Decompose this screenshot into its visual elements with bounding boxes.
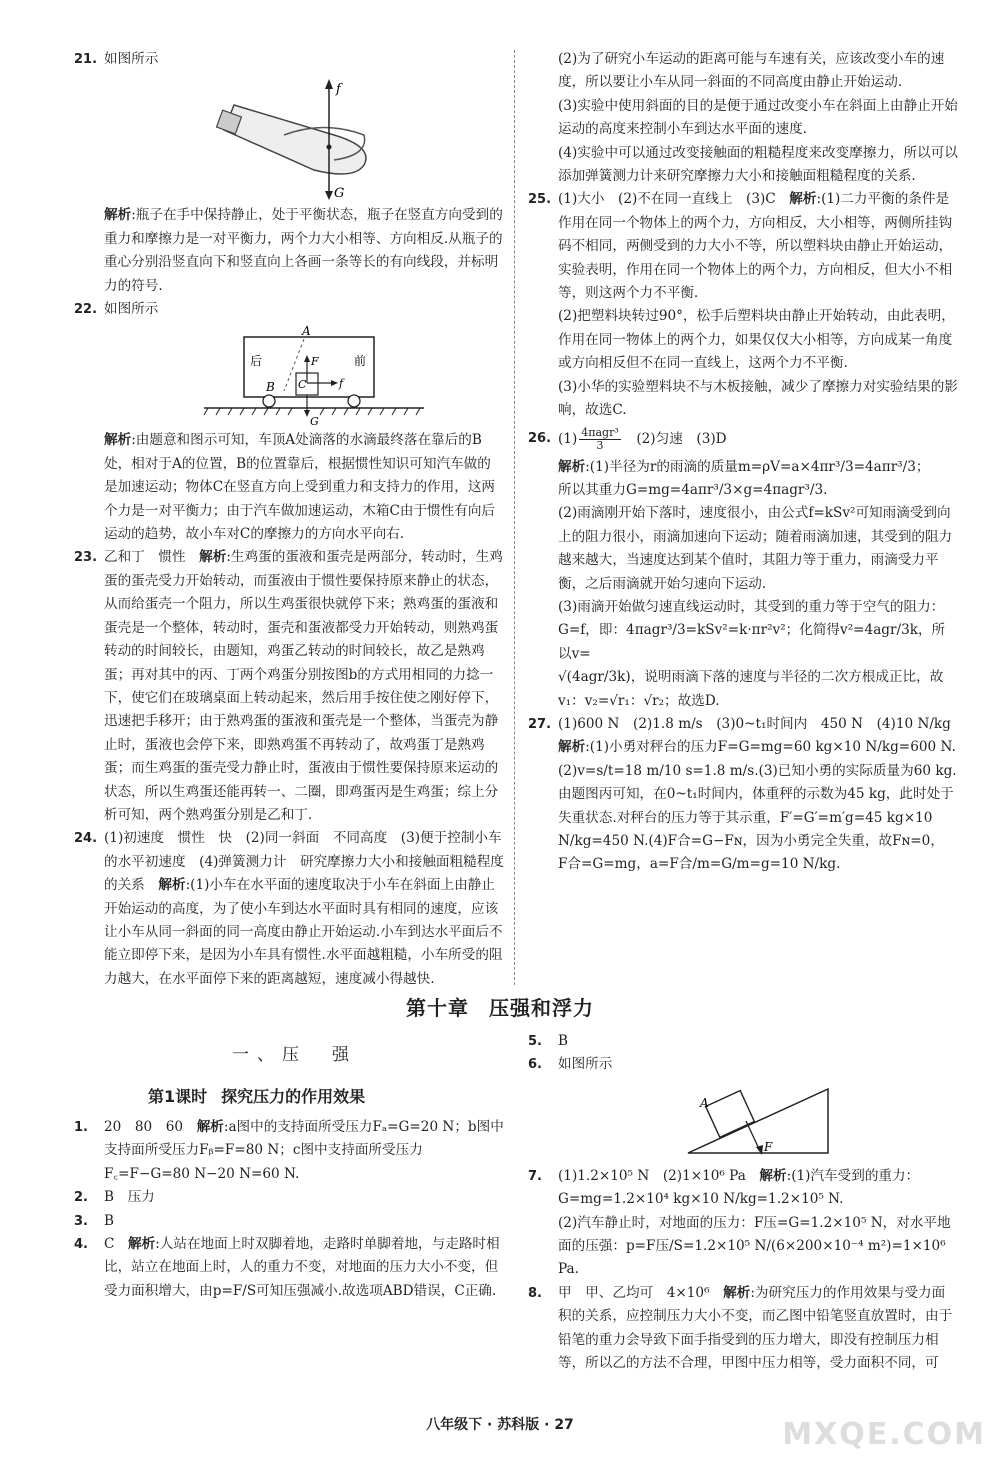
question-number: 3. (74, 1213, 88, 1229)
analysis-text: :人站在地面上时双脚着地，走路时单脚着地，与走路时相比，站立在地面上时，人的重力不变，对地面的压力大小不变，但受力面积增大，由p=F/S可知压强减小.故选项ABD错误，C正确. (104, 1236, 500, 1299)
question-21 (74, 48, 504, 71)
answer-text: C (104, 1236, 115, 1253)
bottle-figure (74, 75, 504, 200)
analysis-22 (74, 429, 504, 546)
analysis-line: (3)小华的实验塑料块不与木板接触，减少了摩擦力对实验结果的影响，故选C. (558, 378, 958, 419)
lesson-title: 探究压力的作用效果 (221, 1087, 366, 1106)
bottle-label-g: G (334, 186, 345, 201)
analysis-label: 解析 (104, 432, 132, 449)
right-column (528, 48, 958, 877)
question-number: 22. (74, 302, 98, 318)
lesson-heading (148, 1084, 379, 1107)
question-6 (528, 1053, 958, 1076)
fraction-numerator: 4πagr³ (581, 425, 619, 439)
question-3 (74, 1210, 504, 1233)
question-number: 26. (528, 430, 552, 446)
analysis-line: (3)雨滴开始做匀速直线运动时，其受到的重力等于空气的阻力：G=f，即：4πagr³/3=kSv²=k·πr²v²；化简得v²=4agr/3k，所以v= (558, 598, 946, 662)
analysis-text: :(1)汽车受到的重力：G=mg=1.2×10⁴ kg×10 N/kg=1.2×10⁵ N. (558, 1167, 920, 1208)
question-1 (74, 1116, 504, 1186)
question-23 (74, 546, 504, 827)
column-divider (514, 50, 515, 985)
analysis-line: (1)半径为r的雨滴的质量m=ρV=a×4πr³/3=4aπr³/3； (589, 458, 930, 475)
analysis-label: 解析 (558, 458, 586, 475)
analysis-line: 所以其重力G=mg=4aπr³/3×g=4πagr³/3. (558, 481, 828, 498)
analysis-text: :(1)小勇对秤台的压力F=G=mg=60 kg×10 N/kg=600 N. (585, 739, 956, 756)
incline-figure (528, 1081, 958, 1161)
analysis-line: (2)汽车静止时，对地面的压力：F压=G=1.2×10⁵ N，对水平地面的压强：p=F压/S=1.2×10⁵ N/(6×200×10⁻⁴ m²)=1×10⁶ Pa. (558, 1214, 951, 1278)
analysis-label: 解析 (723, 1284, 751, 1301)
car-figure (74, 325, 504, 425)
question-4 (74, 1233, 504, 1303)
car-label-a: A (302, 325, 311, 339)
fraction-denominator: 3 (596, 438, 604, 452)
question-5 (528, 1030, 958, 1053)
answer-text: 20 80 60 (104, 1119, 184, 1135)
question-number: 6. (528, 1057, 542, 1073)
question-number: 21. (74, 52, 98, 67)
left-column (74, 48, 504, 991)
analysis-text: :由题意和图示可知，车顶A处滴落的水滴最终落在靠后的B处，相对于A的位置，B的位置靠后，根据惯性知识可知汽车做的是加速运动；物体C在竖直方向上受到重力和支持力的作用，这两个力是一对平衡力；由于汽车做加速运动，木箱C由于惯性有向后运动的趋势，故小车对C的摩擦力的方向水平向右. (104, 432, 496, 543)
chapter-title: 压强和浮力 (489, 996, 594, 1020)
question-number: 1. (74, 1120, 88, 1135)
question-number: 5. (528, 1034, 542, 1049)
analysis-label: 解析 (128, 1236, 156, 1253)
analysis-label: 解析 (196, 1119, 224, 1135)
answer-text: B 压力 (104, 1189, 155, 1206)
question-22 (74, 298, 504, 321)
answer-text: B (558, 1033, 568, 1049)
question-24 (74, 827, 504, 991)
answer-text: (1)600 N (2)1.8 m/s (3)0~t₁时间内 450 N (4)10 N/kg (558, 715, 951, 732)
question-8 (528, 1282, 958, 1376)
right-bottom-column (528, 1030, 958, 1375)
car-label-back: 后 (250, 354, 263, 369)
answer-text: 乙和丁 惯性 (104, 549, 186, 566)
analysis-text: :生鸡蛋的蛋液和蛋壳是两部分，转动时，生鸡蛋的蛋壳受力开始转动，而蛋液由于惯性要保持原来静止的状态，从而给蛋壳一个阻力，所以生鸡蛋很快就停下来；熟鸡蛋的蛋液和蛋壳是一个整体，转动时，蛋壳和蛋液都受力开始转动，则熟鸡蛋转动的时间较长，由题知，鸡蛋乙转动的时间较长，故乙是熟鸡蛋；再对其中的丙、丁两个鸡蛋分别按图b的方式用相同的力捻一下，使它们在玻璃桌面上转动起来，然后用手按住使之刚好停下，迅速把手移开；由于熟鸡蛋的蛋液和蛋壳是一个整体，当蛋壳为静止时，蛋液也会停下来，即熟鸡蛋不再转动了，故鸡蛋丁是熟鸡蛋；而生鸡蛋的蛋壳受力静止时，蛋液由于惯性要保持原来运动的状态，所以生鸡蛋还能再转一、二圈，即鸡蛋丙是生鸡蛋；综上分析可知，两个熟鸡蛋分别是乙和丁. (104, 549, 503, 823)
incline-label-a: A (700, 1095, 709, 1110)
bottle-label-f: f (336, 82, 341, 98)
question-number: 8. (528, 1285, 542, 1301)
chapter-number: 第十章 (406, 996, 469, 1020)
question-number: 2. (74, 1190, 88, 1206)
car-label-f-upper: F (311, 355, 319, 369)
question-number: 25. (528, 192, 552, 208)
watermark-logo: MXQE.COM (782, 1417, 986, 1452)
analysis-text: :(1)二力平衡的条件是作用在同一个物体上的两个力，方向相反，大小相等，两侧所挂钩码不相同，两侧受到的力大小不等，所以塑料块由静止开始运动，实验表明，作用在同一个物体上的两个力，方向相反，但大小不相等，则这两个力不平衡. (558, 191, 953, 302)
car-label-b: B (266, 380, 275, 395)
analysis-line: (2)为了研究小车运动的距离可能与车速有关，应该改变小车的速度，所以要让小车从同一斜面的不同高度由静止开始运动. (558, 51, 945, 91)
answer-text: 如图所示 (104, 51, 159, 67)
answer-part: (1) (558, 430, 578, 447)
question-number: 27. (528, 716, 552, 732)
analysis-line: (2)雨滴刚开始下落时，速度很小，由公式f=kSv²可知雨滴受到向上的阻力很小，雨滴加速向下运动；随着雨滴加速，其受到的阻力越来越大，当速度达到某个值时，其阻力等于重力，雨滴受力平衡，之后雨滴就开始匀速向下运动. (558, 505, 953, 592)
analysis-text: :a图中的支持面所受压力Fₐ=G=20 N；b图中支持面所受压力Fᵦ=F=80 N；c图中支持面所受压力F꜀=F−G=80 N−20 N=60 N. (104, 1119, 504, 1182)
chapter-heading (0, 992, 1000, 1021)
analysis-text: :(1)小车在水平面的速度取决于小车在斜面上由静止开始运动的高度，为了使小车到达水平面时具有相同的速度，应该让小车从同一斜面的同一高度由静止开始运动.小车到达水平面后不能立即停下来，是因为小车具有惯性.水平面越粗糙，小车所受的阻力越大，在水平面停下来的距离越短，速度减小得越快. (104, 877, 503, 987)
analysis-line: F合=G=mg，a=F合/m=G/m=g=10 N/kg. (558, 856, 841, 873)
question-27 (528, 713, 958, 877)
question-number: 23. (74, 550, 98, 566)
question-2 (74, 1186, 504, 1209)
analysis-label: 解析 (759, 1167, 787, 1184)
analysis-label: 解析 (558, 739, 586, 756)
left-bottom-column (74, 1116, 504, 1303)
answer-text: B (104, 1212, 114, 1229)
question-number: 4. (74, 1237, 88, 1253)
section-heading: 一、压 强 (232, 1045, 357, 1065)
answer-text: 甲 甲、乙均可 4×10⁶ (558, 1284, 710, 1301)
answer-text: (1)大小 (2)不在同一直线上 (3)C (558, 191, 776, 208)
question-number: 24. (74, 831, 98, 847)
incline-label-f: F (764, 1139, 773, 1154)
analysis-label: 解析 (104, 207, 132, 224)
answer-text: (1)初速度 惯性 快 (2)同一斜面 不同高度 (3)便于控制小车的水平初速度 (4)弹簧测力计 研究摩擦力大小和接触面粗糙程度的关系 (104, 830, 504, 894)
answer-text: (1)1.2×10⁵ N (2)1×10⁶ Pa (558, 1167, 746, 1184)
analysis-24-cont (528, 48, 958, 188)
question-25 (528, 188, 958, 422)
car-label-front: 前 (354, 354, 367, 369)
question-number: 7. (528, 1168, 542, 1184)
analysis-line: (3)实验中使用斜面的目的是便于通过改变小车在斜面上由静止开始运动的高度来控制小车到达水平面的速度. (558, 97, 958, 138)
fraction (579, 427, 621, 452)
car-label-f-lower: f (339, 377, 344, 391)
analysis-text: :瓶子在手中保持静止，处于平衡状态，瓶子在竖直方向受到的重力和摩擦力是一对平衡力，两个力大小相等、方向相反.从瓶子的重心分别沿竖直向下和竖直向上各画一条等长的有向线段，并标明力的符号. (104, 207, 503, 294)
analysis-line: (2)把塑料块转过90°，松手后塑料块由静止开始转动，由此表明，作用在同一物体上的两个力，如果仅仅大小相等，方向成某一角度或方向相反但不在同一直线上，这两个力不平衡. (558, 308, 955, 372)
analysis-label: 解析 (199, 549, 227, 566)
page-footer: 八年级下 · 苏科版 · 27 (426, 1417, 574, 1433)
analysis-label: 解析 (789, 191, 817, 208)
analysis-line: (2)v=s/t=18 m/10 s=1.8 m/s.(3)已知小勇的实际质量为60 kg.由题图丙可知，在0~t₁时间内，体重秤的示数为45 kg，此时处于失重状态.对秤台的压力等于其示重，F′=G′=m′g=45 kg×10 N/kg=450 N.(4)F合=G−Fɴ，因为小勇完全失重，故Fɴ=0， (558, 762, 957, 849)
answer-text: 如图所示 (104, 301, 159, 318)
analysis-label: 解析 (158, 877, 186, 894)
analysis-text: :为研究压力的作用效果与受力面积的关系，应控制压力大小不变，而乙图中铅笔竖直放置时，由于铅笔的重力会导致下面手指受到的压力增大，即没有控制压力相等，所以乙的方法不合理，甲图中压力相等，受力面积不同，可 (558, 1284, 953, 1372)
question-26 (528, 427, 958, 452)
analysis-line: √(4agr/3k)，说明雨滴下落的速度与半径的二次方根成正比，故 (558, 669, 944, 686)
answer-text: 如图所示 (558, 1056, 613, 1073)
analysis-21 (74, 204, 504, 298)
lesson-number: 第1课时 (148, 1087, 208, 1106)
analysis-line: (4)实验中可以通过改变接触面的粗糙程度来改变摩擦力，所以可以添加弹簧测力计来研究摩擦力大小和接触面粗糙程度的关系. (558, 144, 958, 185)
analysis-line: v₁：v₂=√r₁：√r₂；故选D. (558, 692, 720, 709)
answer-part: (2)匀速 (3)D (636, 430, 727, 447)
question-7 (528, 1165, 958, 1282)
car-label-c: C (298, 378, 307, 392)
car-label-g: G (310, 415, 319, 426)
analysis-26: 解析:(1)半径为r的雨滴的质量m=ρV=a×4πr³/3=4aπr³/3； 所以其重力G=mg=4aπr³/3×g=4πagr³/3. (2)雨滴刚开始下落时，速度很小，由公式f=kSv²可知雨滴受到向上的阻力很小，雨滴加速向下运动；随着雨滴加速，其受到的阻力越来越大，当速度达到某个值时，其阻力等于重力，雨滴受力平衡，之后雨滴就开始匀速向下运动. (3)雨滴开始做匀速直线运动时，其受到的重力等于空气的阻力：G=f，即：4πagr³/3=kSv²=k·πr²v²；化简得v²=4agr/3k，所以v= √(4agr/3k)，说明雨滴下落的速度与半径的二次方根成正比，故 v₁：v₂=√r₁：√r₂；故选D. (528, 456, 958, 713)
